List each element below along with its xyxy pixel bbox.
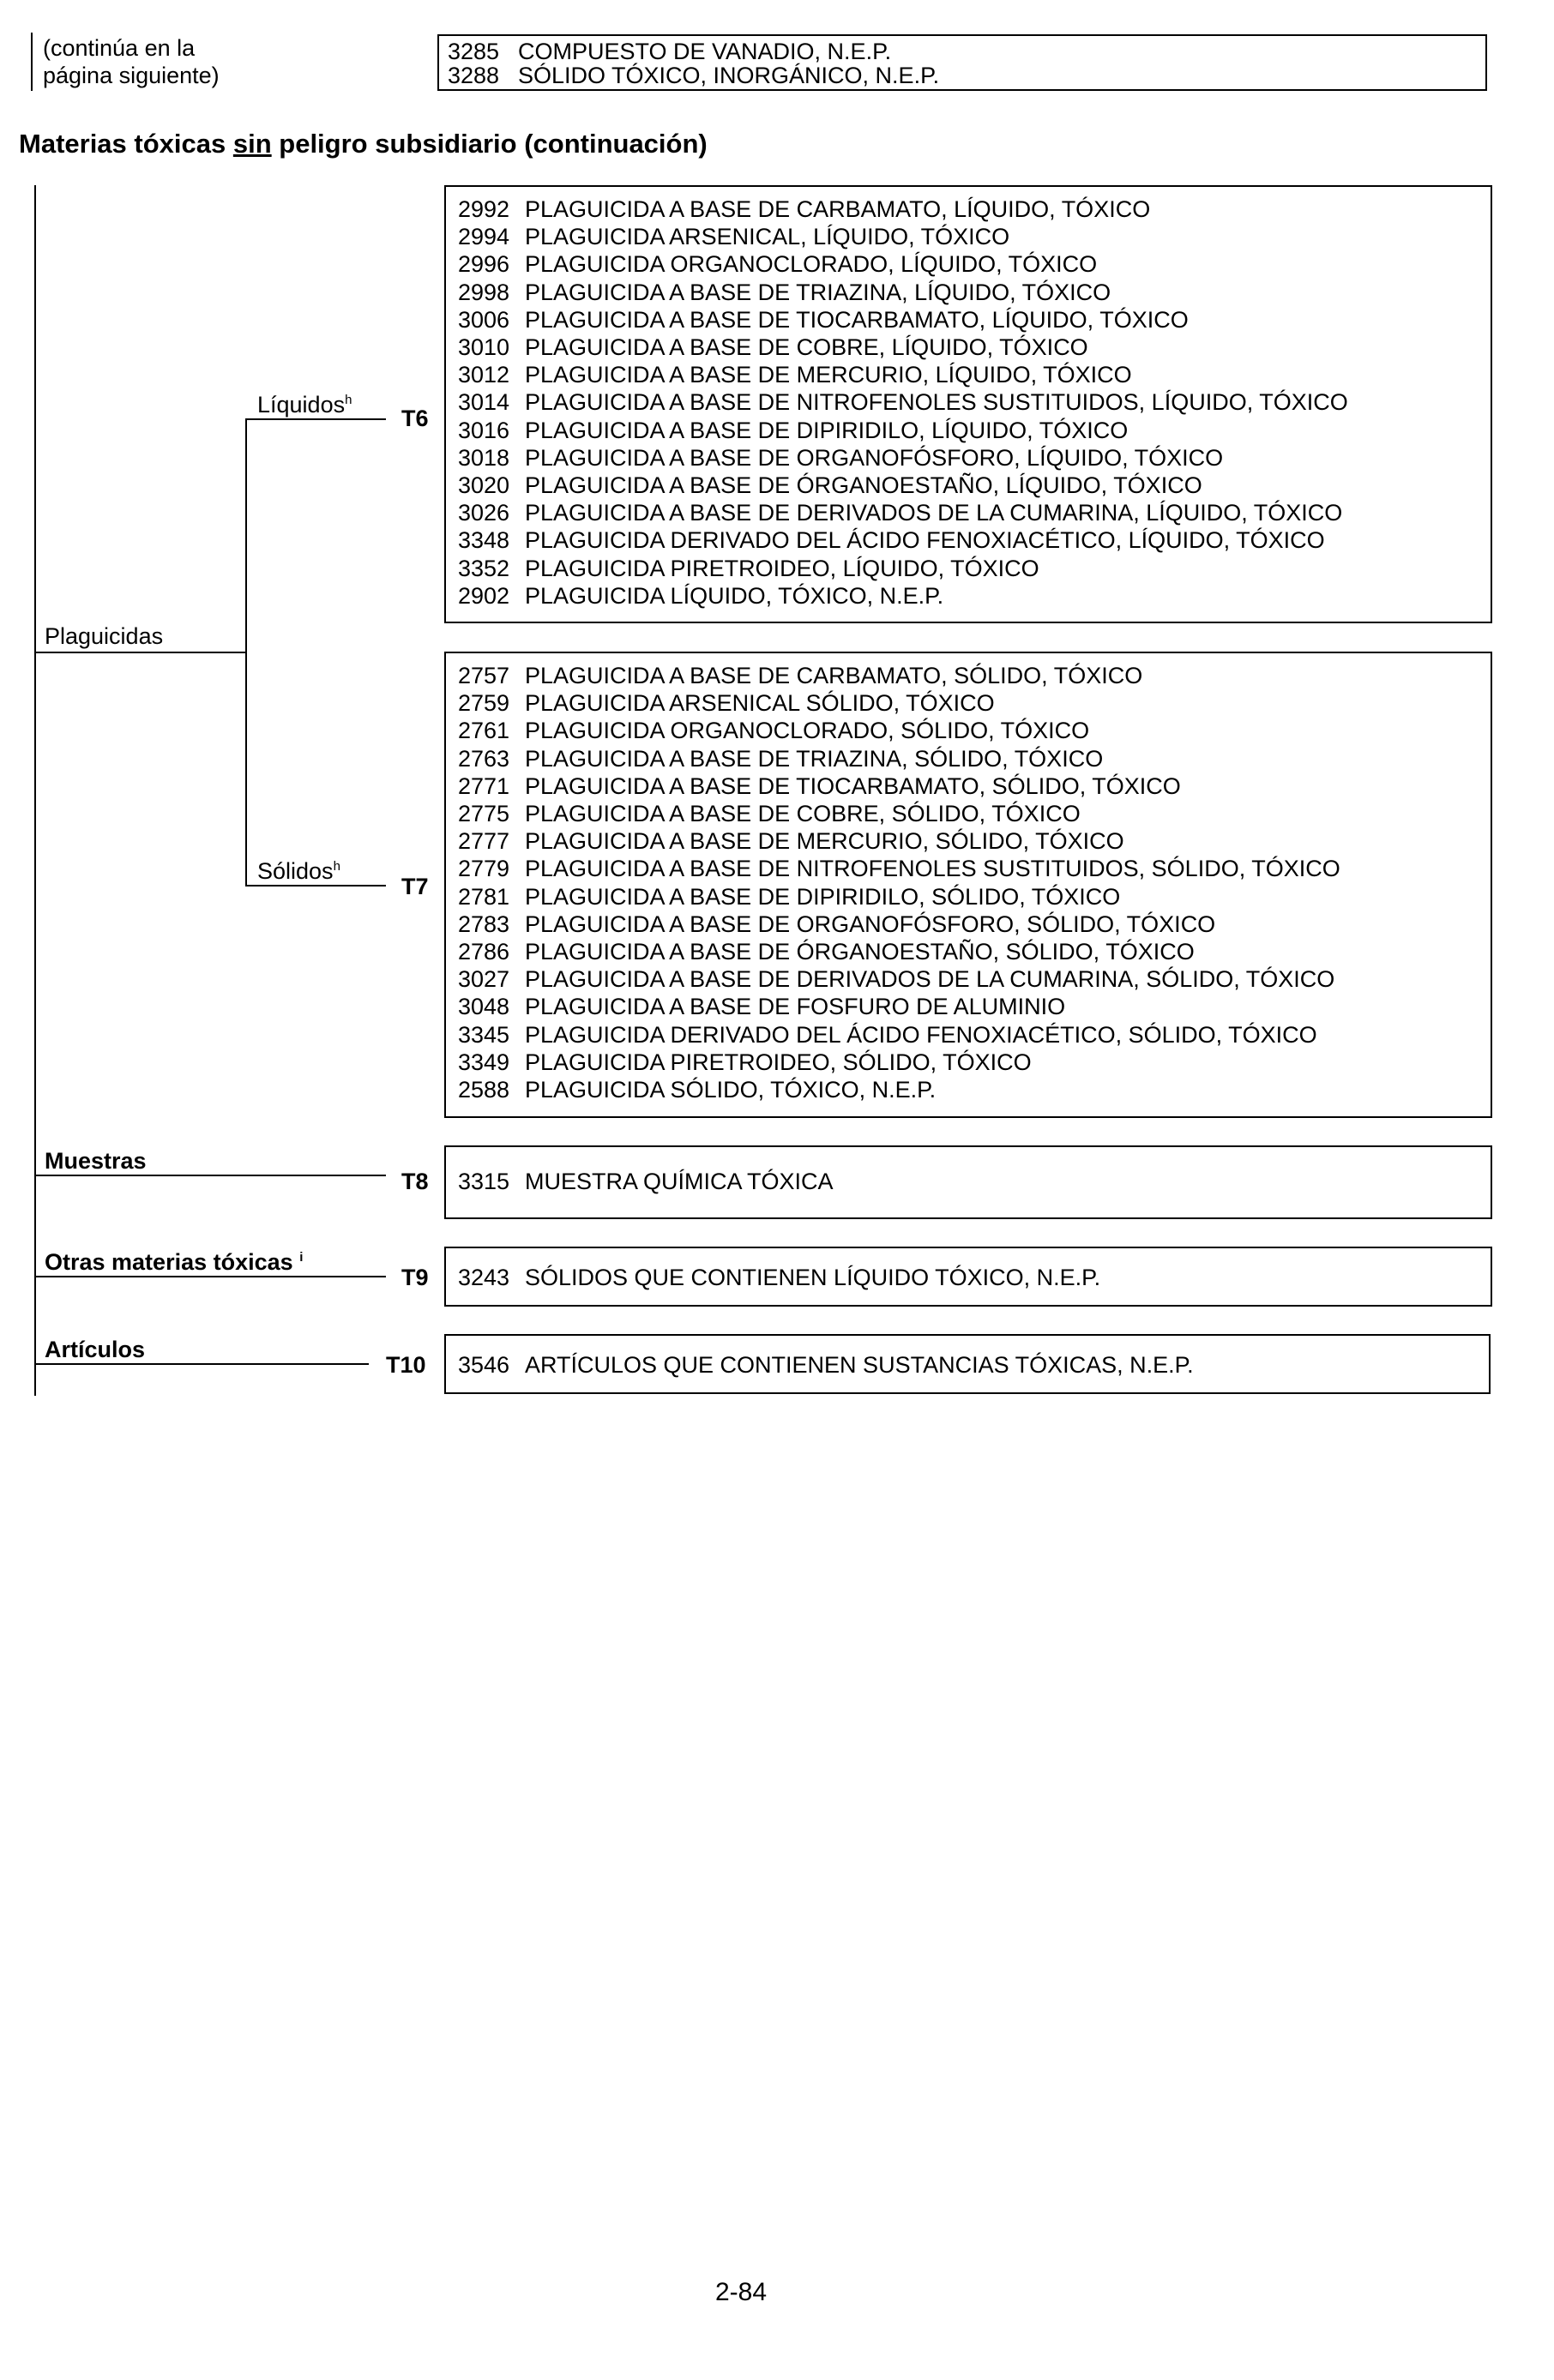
- list-item: [458, 883, 1491, 911]
- list-item: [458, 306, 1491, 334]
- un-number: 2763: [458, 745, 510, 772]
- un-name: PLAGUICIDA A BASE DE DIPIRIDILO, SÓLIDO, TÓXICO: [525, 883, 1121, 910]
- otras-footnote-mark: i: [299, 1250, 304, 1265]
- list-item: [458, 1049, 1491, 1076]
- list-item: [458, 526, 1491, 554]
- code-t8: T8: [401, 1169, 429, 1194]
- list-item: [458, 800, 1491, 827]
- un-name: PLAGUICIDA ARSENICAL, LÍQUIDO, TÓXICO: [525, 224, 1010, 250]
- un-number: 3352: [458, 555, 510, 581]
- plaguicidas-branch-line: [34, 652, 247, 653]
- list-item: [458, 993, 1491, 1020]
- un-number: 2994: [458, 224, 510, 250]
- group-otras: [45, 1248, 303, 1276]
- list-item: [458, 689, 1491, 717]
- group-solidos: [257, 857, 340, 885]
- un-number: 3018: [458, 444, 510, 471]
- list-item: [458, 827, 1491, 855]
- list-item: [458, 1076, 1491, 1103]
- un-number: 3006: [458, 306, 510, 333]
- t9-entry: [458, 1264, 1491, 1291]
- un-number: 3027: [458, 966, 510, 993]
- un-name: PLAGUICIDA ORGANOCLORADO, LÍQUIDO, TÓXICO: [525, 251, 1098, 278]
- un-name: MUESTRA QUÍMICA TÓXICA: [525, 1169, 834, 1194]
- un-name: PLAGUICIDA A BASE DE COBRE, LÍQUIDO, TÓXICO: [525, 334, 1088, 361]
- un-number: 2588: [458, 1077, 510, 1103]
- un-name: PLAGUICIDA A BASE DE TRIAZINA, SÓLIDO, TÓXICO: [525, 745, 1104, 772]
- un-number: 2992: [458, 196, 510, 222]
- un-number: 2759: [458, 690, 510, 717]
- un-number: 2781: [458, 883, 510, 910]
- un-name: PLAGUICIDA ORGANOCLORADO, SÓLIDO, TÓXICO: [525, 718, 1090, 744]
- un-name: PLAGUICIDA DERIVADO DEL ÁCIDO FENOXIACÉTICO, SÓLIDO, TÓXICO: [525, 1021, 1317, 1048]
- list-item: [458, 499, 1491, 526]
- un-name: PLAGUICIDA A BASE DE ORGANOFÓSFORO, LÍQUIDO, TÓXICO: [525, 444, 1224, 471]
- heading-part-before: Materias tóxicas: [19, 129, 233, 159]
- un-number: 3349: [458, 1049, 510, 1075]
- list-item: [458, 965, 1491, 993]
- list-item: [458, 223, 1491, 250]
- t6-entries-list: [458, 195, 1491, 610]
- un-name: PLAGUICIDA A BASE DE FOSFURO DE ALUMINIO: [525, 994, 1066, 1020]
- section-heading: [19, 129, 708, 159]
- un-number: 3026: [458, 500, 510, 526]
- un-number: 2996: [458, 251, 510, 278]
- un-name: PLAGUICIDA A BASE DE MERCURIO, SÓLIDO, TÓXICO: [525, 828, 1124, 855]
- group-liquidos: [257, 391, 352, 418]
- list-item: [458, 662, 1491, 689]
- list-item: [458, 388, 1491, 416]
- muestras-branch-line: [34, 1175, 386, 1176]
- plaguicidas-sub-line: [245, 418, 247, 886]
- top-entries-list: [448, 39, 1485, 87]
- un-name: PLAGUICIDA A BASE DE COBRE, SÓLIDO, TÓXICO: [525, 801, 1081, 827]
- un-name: PLAGUICIDA A BASE DE ÓRGANOESTAÑO, LÍQUIDO, TÓXICO: [525, 472, 1202, 499]
- un-number: 3020: [458, 472, 510, 499]
- t6-entries-box: [444, 185, 1492, 623]
- un-number: 3348: [458, 527, 510, 554]
- solidos-footnote-mark: h: [333, 859, 340, 874]
- page-number: 2-84: [715, 2278, 768, 2306]
- articulos-branch-line: [34, 1363, 369, 1365]
- t8-entry-box: [444, 1145, 1492, 1219]
- un-number: 2779: [458, 856, 510, 882]
- list-item: [458, 717, 1491, 744]
- un-number: 3288: [448, 63, 500, 88]
- un-number: 3345: [458, 1021, 510, 1048]
- un-name: PLAGUICIDA A BASE DE DERIVADOS DE LA CUMARINA, SÓLIDO, TÓXICO: [525, 966, 1335, 993]
- heading-part-underlined: sin: [232, 129, 272, 159]
- group-articulos: Artículos: [45, 1337, 146, 1362]
- un-name: PLAGUICIDA A BASE DE DERIVADOS DE LA CUMARINA, LÍQUIDO, TÓXICO: [525, 500, 1343, 526]
- solidos-branch-line: [245, 885, 386, 886]
- t7-entries-list: [458, 662, 1491, 1103]
- list-item: [458, 417, 1491, 444]
- liquidos-label: Líquidos: [257, 392, 346, 418]
- un-name: ARTÍCULOS QUE CONTIENEN SUSTANCIAS TÓXICAS, N.E.P.: [525, 1352, 1194, 1378]
- list-item: [458, 911, 1491, 938]
- t9-entry-box: [444, 1247, 1492, 1307]
- un-name: PLAGUICIDA LÍQUIDO, TÓXICO, N.E.P.: [525, 582, 944, 609]
- un-name: PLAGUICIDA A BASE DE MERCURIO, LÍQUIDO, TÓXICO: [525, 362, 1132, 388]
- code-t6: T6: [401, 406, 429, 431]
- un-number: 3048: [458, 994, 510, 1020]
- un-number: 2902: [458, 582, 510, 609]
- t10-entry: [458, 1351, 1489, 1379]
- continuation-note-line1: (continúa en la: [43, 35, 196, 61]
- list-item: [458, 334, 1491, 361]
- un-number: 3014: [458, 389, 510, 416]
- list-item: [458, 1021, 1491, 1049]
- un-name: PLAGUICIDA A BASE DE NITROFENOLES SUSTITUIDOS, LÍQUIDO, TÓXICO: [525, 389, 1348, 416]
- list-item: [458, 772, 1491, 800]
- tree-main-line: [34, 185, 36, 1396]
- t8-entry: [458, 1168, 1491, 1195]
- list-item: [458, 855, 1491, 882]
- list-item: [448, 39, 1485, 63]
- list-item: [448, 63, 1485, 87]
- un-name: PLAGUICIDA DERIVADO DEL ÁCIDO FENOXIACÉTICO, LÍQUIDO, TÓXICO: [525, 527, 1325, 554]
- top-entries-box: [437, 34, 1487, 91]
- continuation-note-line2: página siguiente): [43, 63, 220, 88]
- un-number: 2998: [458, 279, 510, 305]
- un-number: 2783: [458, 911, 510, 937]
- un-number: 3243: [458, 1265, 510, 1290]
- solidos-label: Sólidos: [257, 858, 334, 884]
- list-item: [458, 555, 1491, 582]
- un-name: PLAGUICIDA A BASE DE TIOCARBAMATO, SÓLIDO, TÓXICO: [525, 772, 1181, 799]
- group-muestras: Muestras: [45, 1148, 147, 1174]
- un-number: 2761: [458, 718, 510, 744]
- un-number: 2771: [458, 772, 510, 799]
- t7-entries-box: [444, 652, 1492, 1118]
- un-name: SÓLIDOS QUE CONTIENEN LÍQUIDO TÓXICO, N.E.P.: [525, 1265, 1101, 1290]
- group-plaguicidas: Plaguicidas: [45, 623, 164, 649]
- un-name: COMPUESTO DE VANADIO, N.E.P.: [518, 39, 892, 64]
- code-t7: T7: [401, 874, 429, 899]
- list-item: [458, 472, 1491, 499]
- un-name: PLAGUICIDA SÓLIDO, TÓXICO, N.E.P.: [525, 1077, 937, 1103]
- list-item: [458, 444, 1491, 472]
- list-item: [458, 250, 1491, 278]
- liquidos-footnote-mark: h: [345, 393, 352, 407]
- un-number: 2757: [458, 663, 510, 688]
- un-name: PLAGUICIDA PIRETROIDEO, LÍQUIDO, TÓXICO: [525, 555, 1039, 581]
- otras-branch-line: [34, 1276, 386, 1277]
- un-number: 3285: [448, 39, 500, 64]
- un-name: PLAGUICIDA ARSENICAL SÓLIDO, TÓXICO: [525, 690, 995, 717]
- un-number: 3546: [458, 1352, 510, 1378]
- un-number: 3016: [458, 417, 510, 443]
- un-number: 2786: [458, 939, 510, 965]
- un-name: PLAGUICIDA A BASE DE TIOCARBAMATO, LÍQUIDO, TÓXICO: [525, 306, 1189, 333]
- un-name: PLAGUICIDA A BASE DE ORGANOFÓSFORO, SÓLIDO, TÓXICO: [525, 911, 1216, 937]
- code-t9: T9: [401, 1265, 429, 1290]
- list-item: [458, 938, 1491, 965]
- un-name: PLAGUICIDA A BASE DE TRIAZINA, LÍQUIDO, TÓXICO: [525, 279, 1111, 305]
- un-number: 3012: [458, 362, 510, 388]
- list-item: [458, 361, 1491, 388]
- list-item: [458, 582, 1491, 610]
- list-item: [458, 279, 1491, 306]
- un-name: PLAGUICIDA A BASE DE CARBAMATO, SÓLIDO, TÓXICO: [525, 663, 1143, 688]
- otras-label: Otras materias tóxicas: [45, 1249, 293, 1275]
- heading-part-after: peligro subsidiario (continuación): [271, 129, 708, 159]
- un-number: 3010: [458, 334, 510, 361]
- list-item: [458, 745, 1491, 772]
- un-number: 2775: [458, 801, 510, 827]
- code-t10: T10: [386, 1352, 426, 1378]
- t10-entry-box: [444, 1334, 1491, 1394]
- un-name: PLAGUICIDA A BASE DE NITROFENOLES SUSTITUIDOS, SÓLIDO, TÓXICO: [525, 856, 1340, 882]
- un-name: PLAGUICIDA A BASE DE DIPIRIDILO, LÍQUIDO, TÓXICO: [525, 417, 1129, 443]
- liquidos-branch-line: [245, 418, 386, 420]
- un-number: 2777: [458, 828, 510, 855]
- continuation-bracket-line: [31, 33, 33, 91]
- un-number: 3315: [458, 1169, 510, 1194]
- un-name: PLAGUICIDA A BASE DE ÓRGANOESTAÑO, SÓLIDO, TÓXICO: [525, 939, 1195, 965]
- un-name: PLAGUICIDA PIRETROIDEO, SÓLIDO, TÓXICO: [525, 1049, 1032, 1075]
- un-name: PLAGUICIDA A BASE DE CARBAMATO, LÍQUIDO, TÓXICO: [525, 196, 1151, 222]
- list-item: [458, 195, 1491, 223]
- un-name: SÓLIDO TÓXICO, INORGÁNICO, N.E.P.: [518, 63, 940, 88]
